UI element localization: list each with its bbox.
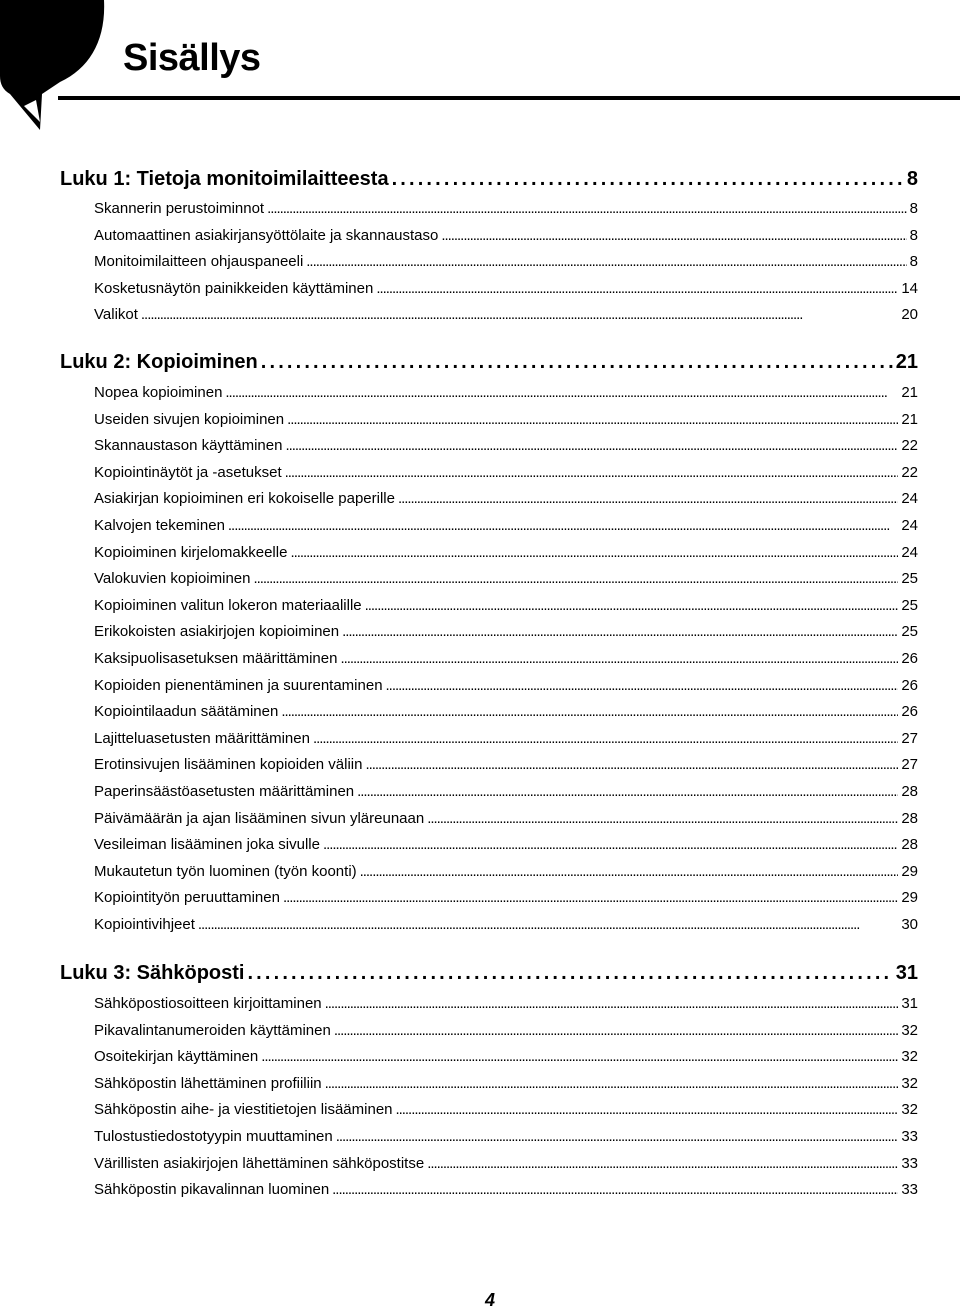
toc-entry[interactable] (94, 200, 918, 217)
toc-leader-dots (285, 464, 899, 481)
toc-entry-page: 29 (901, 862, 918, 880)
toc-chapter[interactable] (60, 351, 918, 374)
toc-entry[interactable] (94, 810, 918, 827)
toc-entry[interactable] (94, 783, 918, 800)
toc-leader-dots (325, 995, 899, 1012)
title-divider (58, 96, 960, 100)
toc-entry-page: 21 (901, 410, 918, 428)
page-title: Sisällys (123, 37, 261, 79)
toc-entry[interactable] (94, 1022, 918, 1039)
toc-entry-label: Kopiointivihjeet (94, 916, 195, 933)
toc-entry-page: 33 (901, 1128, 918, 1145)
toc-leader-dots (198, 916, 898, 933)
toc-entry-page: 8 (909, 200, 918, 217)
toc-entry[interactable] (94, 995, 918, 1012)
toc-entry[interactable] (94, 836, 918, 853)
toc-leader-dots (306, 253, 906, 270)
toc-entry[interactable] (94, 889, 918, 906)
toc-chapter[interactable] (60, 168, 918, 191)
toc-leader-dots (360, 863, 899, 880)
toc-entry[interactable] (94, 1128, 918, 1145)
toc-entry-label: Sähköpostin aihe- ja viestitietojen lisääminen (94, 1101, 393, 1119)
toc-entry-label: Kopiointilaadun säätäminen (94, 703, 279, 721)
toc-entry-label: Kosketusnäytön painikkeiden käyttäminen (94, 279, 374, 297)
toc-entry-page: 30 (901, 916, 918, 933)
toc-entry[interactable] (94, 253, 918, 270)
toc-entry-page: 24 (901, 517, 918, 534)
toc-entry[interactable] (94, 227, 918, 244)
toc-entry-label: Sähköpostin lähettäminen profiiliin (94, 1074, 322, 1092)
toc-leader-dots (287, 411, 898, 428)
toc-entry-page: 26 (901, 676, 918, 694)
toc-entry[interactable] (94, 490, 918, 507)
toc-leader-dots (261, 1048, 898, 1065)
toc-leader-dots (225, 384, 898, 401)
toc-leader-dots (253, 570, 898, 587)
toc-chapter-page: 31 (895, 962, 918, 984)
toc-entry[interactable] (94, 650, 918, 667)
toc-entry[interactable] (94, 544, 918, 561)
toc-entry-label: Osoitekirjan käyttäminen (94, 1048, 259, 1066)
toc-entry-label: Useiden sivujen kopioiminen (94, 410, 285, 428)
toc-entry-label: Kopioiden pienentäminen ja suurentaminen (94, 676, 383, 694)
toc-chapter-page: 21 (895, 351, 918, 373)
toc-entry[interactable] (94, 464, 918, 481)
toc-leader-dots (427, 810, 898, 827)
toc-entry-label: Monitoimilaitteen ohjauspaneeli (94, 253, 304, 271)
toc-leader-dots (365, 597, 899, 614)
toc-entry-label: Erikokoisten asiakirjojen kopioiminen (94, 623, 340, 641)
toc-entry[interactable] (94, 730, 918, 747)
toc-entry-label: Lajitteluasetusten määrittäminen (94, 729, 310, 747)
toc-entry-label: Asiakirjan kopioiminen eri kokoiselle paperille (94, 490, 395, 508)
toc-entry-page: 32 (901, 1101, 918, 1119)
toc-entry[interactable] (94, 517, 918, 534)
toc-entry-page: 25 (901, 570, 918, 588)
toc-leader-dots (313, 730, 898, 747)
toc-leader-dots (228, 517, 898, 534)
toc-entry[interactable] (94, 1101, 918, 1118)
toc-entry-page: 27 (901, 729, 918, 747)
toc-chapter-label: Luku 2: Kopioiminen (60, 351, 258, 373)
toc-entry-label: Erotinsivujen lisääminen kopioiden väliin (94, 756, 363, 774)
toc-entry-label: Pikavalintanumeroiden käyttäminen (94, 1021, 331, 1039)
toc-leader-dots (267, 200, 907, 217)
toc-entry-label: Kopiointityön peruuttaminen (94, 889, 280, 907)
toc-entry[interactable] (94, 623, 918, 640)
toc-leader-dots (376, 280, 898, 297)
toc-leader-dots (281, 703, 898, 720)
toc-entry-page: 27 (901, 756, 918, 774)
toc-leader-dots (365, 756, 898, 773)
toc-leader-dots (290, 544, 898, 561)
toc-entry-label: Skannerin perustoiminnot (94, 200, 265, 217)
toc-entry-label: Paperinsäästöasetusten määrittäminen (94, 783, 355, 800)
toc-leader-dots (336, 1128, 899, 1145)
toc-leader-dots (141, 306, 898, 323)
toc-chapter-label: Luku 1: Tietoja monitoimilaitteesta (60, 168, 389, 190)
toc-entry-page: 26 (901, 650, 918, 667)
toc-entry-page: 33 (901, 1154, 918, 1172)
toc-entry-page: 32 (901, 1021, 918, 1039)
toc-leader-dots (283, 889, 898, 906)
toc-entry-label: Vesileiman lisääminen joka sivulle (94, 836, 320, 854)
toc-entry-label: Nopea kopioiminen (94, 384, 223, 401)
toc-leader-dots (396, 1101, 899, 1118)
toc-leader-dots (261, 351, 893, 374)
toc-entry[interactable] (94, 437, 918, 454)
toc-entry-page: 24 (901, 490, 918, 508)
toc-entry[interactable] (94, 280, 918, 297)
toc-entry-page: 8 (909, 226, 918, 244)
toc-entry-page: 28 (901, 809, 918, 827)
toc-entry-page: 26 (901, 703, 918, 721)
toc-entry-page: 32 (901, 1074, 918, 1092)
toc-entry-label: Sähköpostiosoitteen kirjoittaminen (94, 995, 322, 1012)
toc-entry[interactable] (94, 863, 918, 880)
toc-entry-page: 25 (901, 623, 918, 641)
toc-entry-page: 32 (901, 1048, 918, 1066)
toc-entry-page: 14 (901, 279, 918, 297)
toc-leader-dots (334, 1022, 899, 1039)
toc-entry-page: 8 (909, 253, 918, 271)
toc-entry-label: Automaattinen asiakirjansyöttölaite ja skannaustaso (94, 226, 439, 244)
toc-leader-dots (332, 1181, 898, 1198)
toc-entry[interactable] (94, 1048, 918, 1065)
toc-entry[interactable] (94, 306, 918, 323)
toc-entry[interactable] (94, 1075, 918, 1092)
toc-entry[interactable] (94, 677, 918, 694)
toc-leader-dots (398, 490, 898, 507)
toc-entry-page: 33 (901, 1181, 918, 1199)
toc-leader-dots (325, 1075, 899, 1092)
toc-entry-page: 31 (901, 995, 918, 1012)
toc-entry-label: Päivämäärän ja ajan lisääminen sivun yläreunaan (94, 809, 425, 827)
toc-entry-page: 22 (901, 463, 918, 481)
toc-entry[interactable] (94, 570, 918, 587)
toc-chapter-label: Luku 3: Sähköposti (60, 962, 245, 984)
toc-entry-label: Värillisten asiakirjojen lähettäminen sähköpostitse (94, 1154, 425, 1172)
toc-entry-page: 20 (901, 306, 918, 324)
toc-entry-page: 29 (901, 889, 918, 907)
toc-entry[interactable] (94, 597, 918, 614)
toc-entry-label: Valokuvien kopioiminen (94, 570, 251, 588)
toc-leader-dots (340, 650, 898, 667)
toc-entry[interactable] (94, 1155, 918, 1172)
toc-leader-dots (386, 677, 899, 694)
page-number: 4 (484, 1290, 495, 1310)
toc-entry[interactable] (94, 703, 918, 720)
toc-entry[interactable] (94, 1181, 918, 1198)
toc-entry-label: Kopioiminen valitun lokeron materiaalille (94, 596, 362, 614)
toc-leader-dots (357, 783, 898, 800)
toc-entry-label: Kopiointinäytöt ja -asetukset (94, 463, 282, 481)
toc-entry-page: 24 (901, 543, 918, 561)
toc-entry-label: Sähköpostin pikavalinnan luominen (94, 1181, 330, 1199)
toc-entry-label: Tulostustiedostotyypin muuttaminen (94, 1128, 333, 1145)
toc-entry[interactable] (94, 384, 918, 401)
toc-leader-dots (392, 168, 904, 191)
toc-entry-label: Mukautetun työn luominen (työn koonti) (94, 862, 357, 880)
toc-leader-dots (323, 836, 898, 853)
toc-leader-dots (342, 623, 898, 640)
toc-leader-dots (427, 1155, 898, 1172)
toc-entry-label: Kopioiminen kirjelomakkeelle (94, 543, 288, 561)
toc-chapter[interactable] (60, 962, 918, 985)
toc-entry-label: Valikot (94, 306, 138, 324)
toc-entry-label: Skannaustason käyttäminen (94, 437, 283, 455)
toc-leader-dots (441, 227, 906, 244)
toc-leader-dots (247, 962, 892, 985)
toc-entry-label: Kalvojen tekeminen (94, 517, 225, 534)
toc-entry[interactable] (94, 411, 918, 428)
chapter-logo-icon (0, 0, 130, 135)
toc-entry[interactable] (94, 916, 918, 933)
toc-entry-label: Kaksipuolisasetuksen määrittäminen (94, 650, 338, 667)
toc-entry-page: 28 (901, 783, 918, 800)
toc-leader-dots (285, 437, 898, 454)
toc-entry-page: 25 (901, 596, 918, 614)
toc-entry[interactable] (94, 756, 918, 773)
toc-entry-page: 21 (901, 384, 918, 401)
toc-entry-page: 28 (901, 836, 918, 854)
toc-chapter-page: 8 (906, 168, 918, 190)
toc-entry-page: 22 (901, 437, 918, 455)
